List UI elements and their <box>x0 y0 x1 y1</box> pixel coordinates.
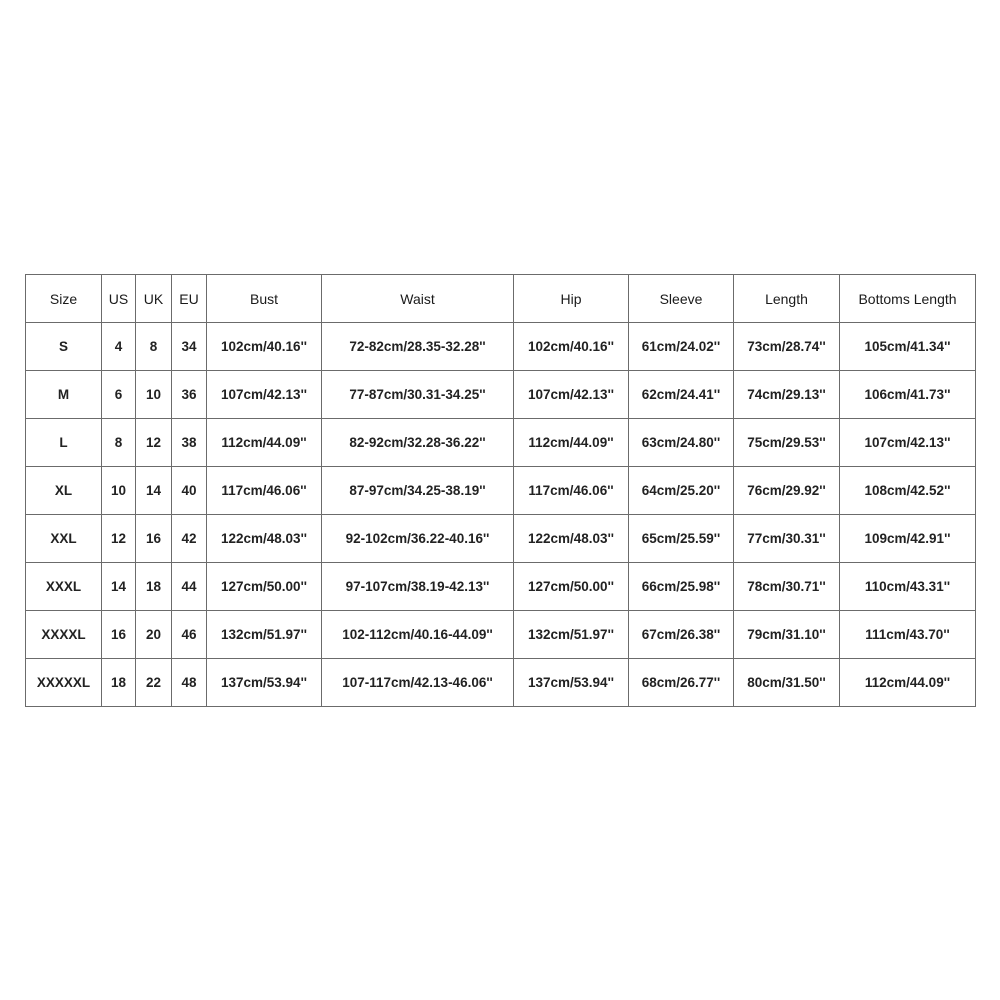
table-row <box>26 659 976 707</box>
cell-eu: 38 <box>172 419 207 467</box>
cell-bust: 132cm/51.97'' <box>207 611 322 659</box>
cell-length: 76cm/29.92'' <box>734 467 840 515</box>
cell-hip: 132cm/51.97'' <box>514 611 629 659</box>
cell-bust: 102cm/40.16'' <box>207 323 322 371</box>
cell-sleeve: 63cm/24.80'' <box>629 419 734 467</box>
cell-eu: 42 <box>172 515 207 563</box>
cell-length: 77cm/30.31'' <box>734 515 840 563</box>
cell-eu: 46 <box>172 611 207 659</box>
cell-length: 74cm/29.13'' <box>734 371 840 419</box>
cell-uk: 18 <box>136 563 172 611</box>
cell-waist: 102-112cm/40.16-44.09'' <box>322 611 514 659</box>
header-bottoms-length: Bottoms Length <box>840 275 976 323</box>
cell-bust: 122cm/48.03'' <box>207 515 322 563</box>
cell-us: 12 <box>102 515 136 563</box>
table-row <box>26 371 976 419</box>
cell-waist: 92-102cm/36.22-40.16'' <box>322 515 514 563</box>
cell-us: 18 <box>102 659 136 707</box>
cell-length: 79cm/31.10'' <box>734 611 840 659</box>
cell-us: 4 <box>102 323 136 371</box>
cell-bottoms-length: 106cm/41.73'' <box>840 371 976 419</box>
header-eu: EU <box>172 275 207 323</box>
cell-waist: 97-107cm/38.19-42.13'' <box>322 563 514 611</box>
header-size: Size <box>26 275 102 323</box>
cell-bottoms-length: 107cm/42.13'' <box>840 419 976 467</box>
cell-sleeve: 66cm/25.98'' <box>629 563 734 611</box>
cell-uk: 22 <box>136 659 172 707</box>
cell-uk: 14 <box>136 467 172 515</box>
cell-hip: 137cm/53.94'' <box>514 659 629 707</box>
cell-sleeve: 64cm/25.20'' <box>629 467 734 515</box>
cell-eu: 36 <box>172 371 207 419</box>
cell-bottoms-length: 105cm/41.34'' <box>840 323 976 371</box>
cell-waist: 72-82cm/28.35-32.28'' <box>322 323 514 371</box>
cell-sleeve: 68cm/26.77'' <box>629 659 734 707</box>
cell-bust: 107cm/42.13'' <box>207 371 322 419</box>
table-row <box>26 419 976 467</box>
size-chart-table <box>25 274 976 707</box>
cell-uk: 12 <box>136 419 172 467</box>
cell-hip: 107cm/42.13'' <box>514 371 629 419</box>
cell-length: 73cm/28.74'' <box>734 323 840 371</box>
cell-waist: 107-117cm/42.13-46.06'' <box>322 659 514 707</box>
cell-length: 80cm/31.50'' <box>734 659 840 707</box>
table-row <box>26 611 976 659</box>
table-row <box>26 323 976 371</box>
cell-us: 8 <box>102 419 136 467</box>
cell-sleeve: 65cm/25.59'' <box>629 515 734 563</box>
cell-us: 6 <box>102 371 136 419</box>
cell-eu: 44 <box>172 563 207 611</box>
cell-uk: 16 <box>136 515 172 563</box>
cell-uk: 8 <box>136 323 172 371</box>
cell-bottoms-length: 108cm/42.52'' <box>840 467 976 515</box>
cell-uk: 10 <box>136 371 172 419</box>
table-row <box>26 467 976 515</box>
cell-eu: 40 <box>172 467 207 515</box>
cell-sleeve: 61cm/24.02'' <box>629 323 734 371</box>
cell-bottoms-length: 109cm/42.91'' <box>840 515 976 563</box>
cell-hip: 117cm/46.06'' <box>514 467 629 515</box>
cell-sleeve: 62cm/24.41'' <box>629 371 734 419</box>
cell-waist: 87-97cm/34.25-38.19'' <box>322 467 514 515</box>
cell-us: 16 <box>102 611 136 659</box>
cell-size: S <box>26 323 102 371</box>
header-waist: Waist <box>322 275 514 323</box>
header-bust: Bust <box>207 275 322 323</box>
cell-size: L <box>26 419 102 467</box>
table-row <box>26 515 976 563</box>
cell-hip: 122cm/48.03'' <box>514 515 629 563</box>
cell-hip: 127cm/50.00'' <box>514 563 629 611</box>
cell-bust: 112cm/44.09'' <box>207 419 322 467</box>
cell-bottoms-length: 110cm/43.31'' <box>840 563 976 611</box>
cell-size: XXXL <box>26 563 102 611</box>
table-row <box>26 563 976 611</box>
cell-hip: 102cm/40.16'' <box>514 323 629 371</box>
cell-size: M <box>26 371 102 419</box>
header-row <box>26 275 976 323</box>
cell-bust: 127cm/50.00'' <box>207 563 322 611</box>
cell-length: 78cm/30.71'' <box>734 563 840 611</box>
cell-bust: 117cm/46.06'' <box>207 467 322 515</box>
cell-bottoms-length: 112cm/44.09'' <box>840 659 976 707</box>
header-sleeve: Sleeve <box>629 275 734 323</box>
cell-size: XXL <box>26 515 102 563</box>
cell-length: 75cm/29.53'' <box>734 419 840 467</box>
cell-us: 14 <box>102 563 136 611</box>
cell-sleeve: 67cm/26.38'' <box>629 611 734 659</box>
header-hip: Hip <box>514 275 629 323</box>
header-us: US <box>102 275 136 323</box>
cell-waist: 77-87cm/30.31-34.25'' <box>322 371 514 419</box>
cell-eu: 34 <box>172 323 207 371</box>
header-length: Length <box>734 275 840 323</box>
cell-size: XXXXXL <box>26 659 102 707</box>
cell-hip: 112cm/44.09'' <box>514 419 629 467</box>
cell-uk: 20 <box>136 611 172 659</box>
cell-size: XL <box>26 467 102 515</box>
cell-waist: 82-92cm/32.28-36.22'' <box>322 419 514 467</box>
cell-bottoms-length: 111cm/43.70'' <box>840 611 976 659</box>
header-uk: UK <box>136 275 172 323</box>
cell-size: XXXXL <box>26 611 102 659</box>
cell-eu: 48 <box>172 659 207 707</box>
cell-us: 10 <box>102 467 136 515</box>
cell-bust: 137cm/53.94'' <box>207 659 322 707</box>
